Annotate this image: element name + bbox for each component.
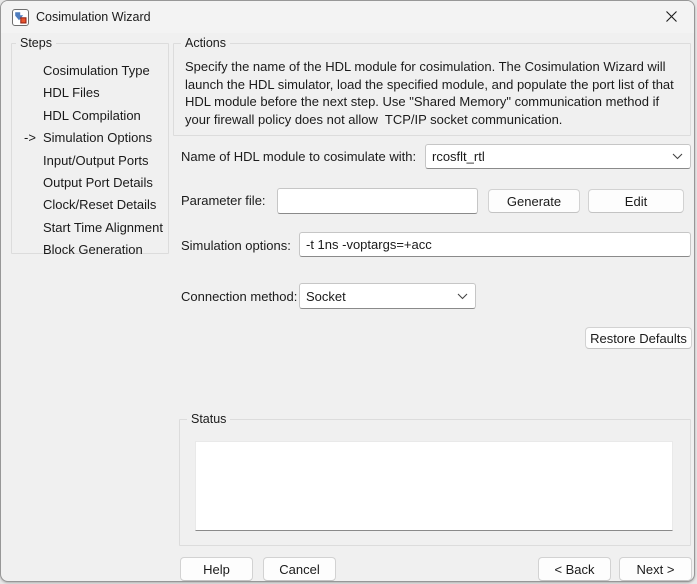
status-group <box>179 412 691 546</box>
module-name-combobox[interactable] <box>425 144 691 169</box>
actions-group <box>173 36 691 136</box>
simulation-options-label: Simulation options: <box>181 238 291 253</box>
step-label: Simulation Options <box>43 130 153 146</box>
back-button[interactable]: < Back <box>538 557 611 581</box>
restore-defaults-button[interactable]: Restore Defaults <box>585 327 692 349</box>
current-step-marker: -> <box>24 130 36 146</box>
help-button[interactable]: Help <box>180 557 253 581</box>
module-name-value: rcosflt_rtl <box>432 149 485 164</box>
window-title: Cosimulation Wizard <box>36 10 151 24</box>
close-icon <box>665 10 678 23</box>
simulink-app-icon <box>12 9 29 26</box>
step-item-hdl-files <box>24 82 164 104</box>
step-label: Cosimulation Type <box>43 63 150 78</box>
cancel-button[interactable]: Cancel <box>263 557 336 581</box>
parameter-file-label: Parameter file: <box>181 193 266 208</box>
step-item-clock-reset-details <box>24 194 164 216</box>
step-label: Start Time Alignment <box>43 219 163 235</box>
generate-button[interactable]: Generate <box>488 189 580 213</box>
step-label: HDL Compilation <box>43 107 141 123</box>
status-textarea <box>195 441 673 531</box>
step-item-cosimulation-type <box>24 60 164 82</box>
titlebar[interactable] <box>1 1 694 33</box>
step-label: Clock/Reset Details <box>43 197 157 213</box>
module-name-label: Name of HDL module to cosimulate with: <box>181 149 417 164</box>
steps-group-label: Steps <box>16 36 56 51</box>
step-item-input-output-ports <box>24 150 164 172</box>
step-label: Block Generation <box>43 242 143 258</box>
step-label: HDL Files <box>43 85 100 101</box>
step-label: Input/Output Ports <box>43 152 149 168</box>
edit-button[interactable]: Edit <box>588 189 684 213</box>
simulation-options-input[interactable] <box>299 232 691 257</box>
step-item-output-port-details <box>24 172 164 194</box>
actions-description: Specify the name of the HDL module for cosimulation. The Cosimulation Wizard will launch the HDL simulator, load the specified module, and populate the port list of that HDL module before the next step. Use "Shared Memory" communication method if your firewall policy does not allow TCP/IP socket communication. <box>185 59 678 127</box>
step-label: Output Port Details <box>43 174 153 190</box>
steps-group <box>11 36 169 258</box>
status-group-label: Status <box>187 412 230 427</box>
step-item-start-time-alignment <box>24 217 164 239</box>
parameter-file-input[interactable] <box>277 188 478 214</box>
actions-group-label: Actions <box>181 36 230 51</box>
chevron-down-icon <box>457 293 468 300</box>
step-item-block-generation <box>24 239 164 261</box>
close-button[interactable] <box>648 1 694 32</box>
next-button[interactable]: Next > <box>619 557 692 581</box>
step-item-simulation-options-current <box>24 127 164 149</box>
steps-list <box>24 60 164 262</box>
chevron-down-icon <box>672 153 683 160</box>
connection-method-value: Socket <box>306 288 346 304</box>
connection-method-label: Connection method: <box>181 289 298 304</box>
step-item-hdl-compilation <box>24 105 164 127</box>
connection-method-combobox[interactable] <box>299 283 476 309</box>
